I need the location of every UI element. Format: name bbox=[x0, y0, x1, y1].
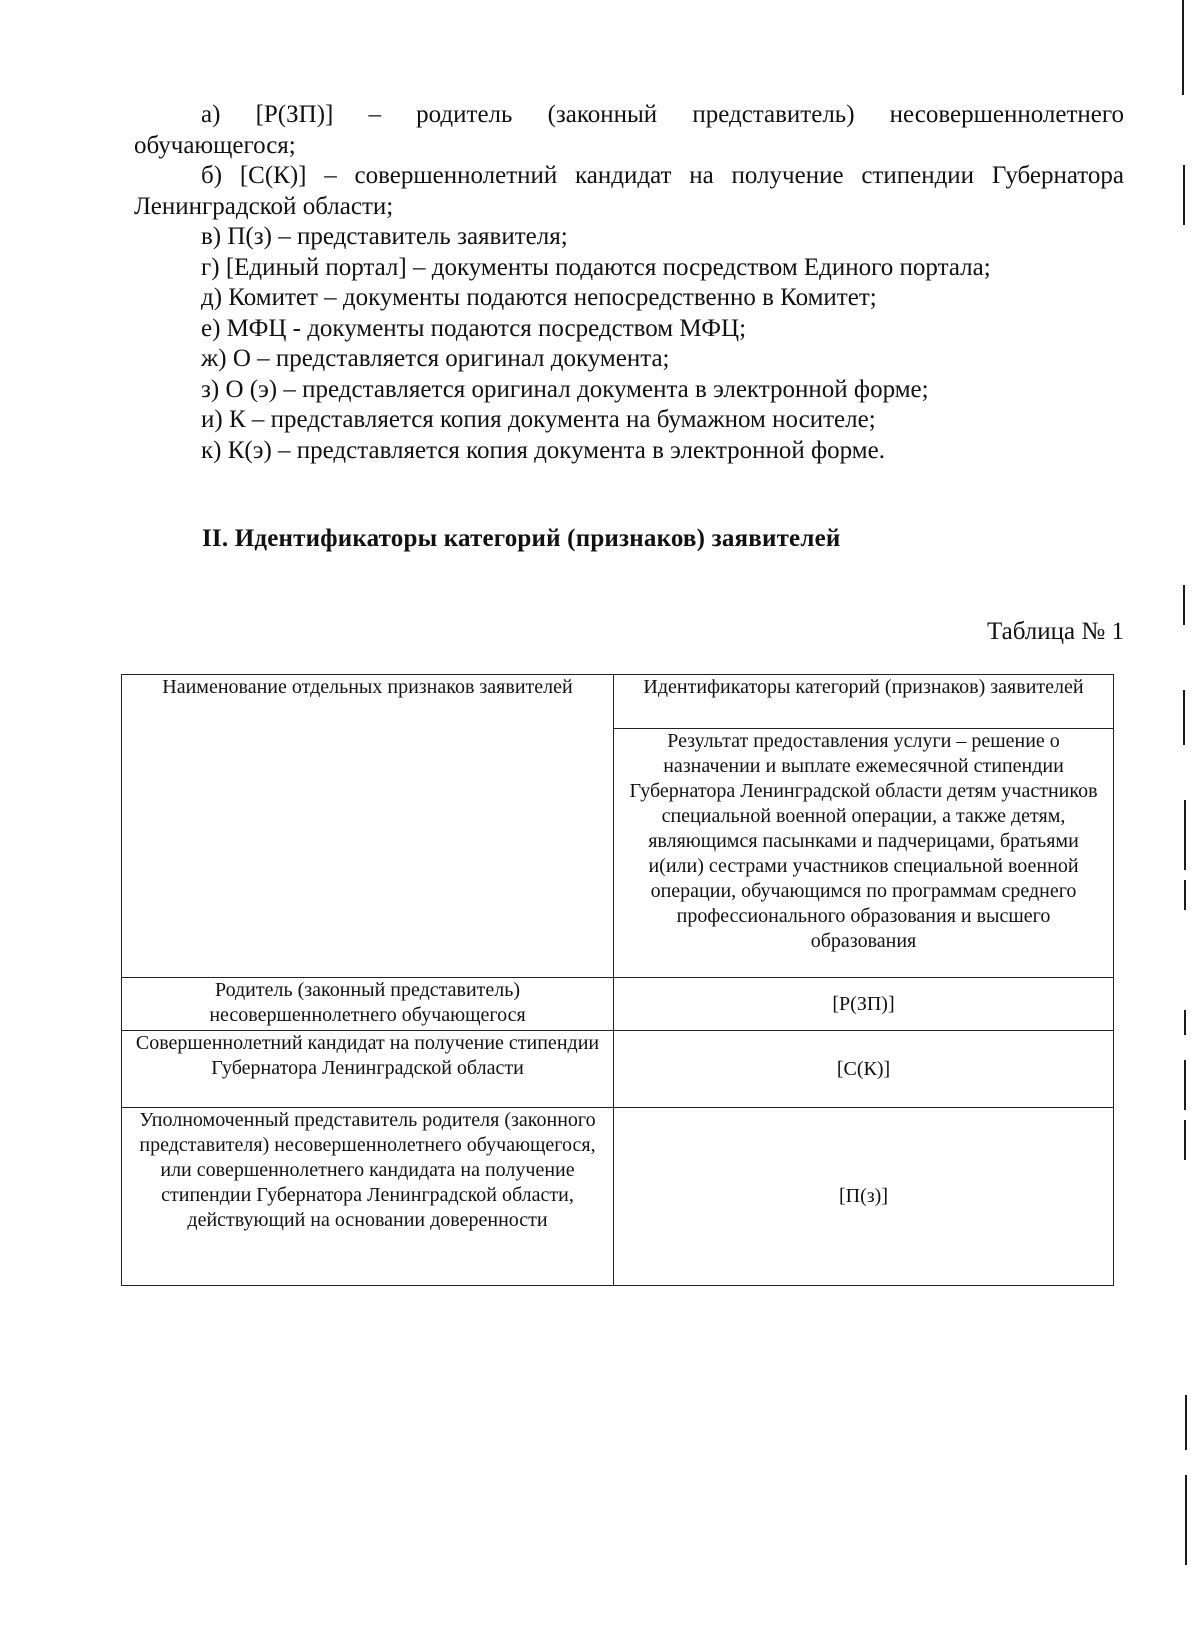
table-header-row bbox=[122, 675, 1114, 729]
applicant-name-cell: Родитель (законный представитель) несовершеннолетнего обучающегося bbox=[122, 978, 614, 1031]
list-item: г) [Единый портал] – документы подаются посредством Единого портала; bbox=[201, 253, 991, 281]
scan-edge-mark bbox=[1185, 1395, 1187, 1450]
col1-header: Наименование отдельных признаков заявителей bbox=[122, 675, 614, 978]
list-item: и) К – представляется копия документа на бумажном носителе; bbox=[201, 406, 876, 433]
scan-edge-mark bbox=[1184, 880, 1186, 910]
list-item: а) [Р(ЗП)] – родитель (законный представитель) несовершеннолетнего обучающегося; bbox=[134, 101, 1124, 159]
table-row bbox=[122, 1108, 1114, 1286]
col2-header: Идентификаторы категорий (признаков) заявителей bbox=[614, 675, 1114, 729]
scan-edge-mark bbox=[1182, 0, 1184, 95]
list-item: к) К(э) – представляется копия документа в электронной форме. bbox=[201, 436, 885, 464]
table-label: Таблица № 1 bbox=[986, 618, 1124, 645]
table-row bbox=[122, 1031, 1114, 1108]
applicant-name-cell: Уполномоченный представитель родителя (законного представителя) несовершеннолетнего обучающегося, или совершеннолетнего кандидата на получение стипендии Губернатора Ленинградской области, действующий на основании доверенности bbox=[122, 1108, 614, 1286]
list-item: е) МФЦ - документы подаются посредством МФЦ; bbox=[201, 314, 747, 342]
scan-edge-mark bbox=[1184, 800, 1186, 870]
scan-edge-mark bbox=[1184, 1060, 1186, 1110]
col2-subheader: Результат предоставления услуги – решение о назначении и выплате ежемесячной стипендии Губернатора Ленинградской области детям участников специальной военной операции, а также детям, являющимся пасынками и падчерицами, братьями и(или) сестрами участников специальной военной операции, обучающимся по программам среднего профессионального образования и высшего образования bbox=[614, 729, 1114, 978]
abbreviation-list bbox=[134, 100, 1124, 466]
applicant-name-cell: Совершеннолетний кандидат на получение стипендии Губернатора Ленинградской области bbox=[122, 1031, 614, 1108]
scan-edge-mark bbox=[1184, 1010, 1186, 1035]
scan-edge-mark bbox=[1184, 1120, 1186, 1160]
identifiers-table bbox=[121, 674, 1114, 1286]
scan-edge-mark bbox=[1185, 1475, 1187, 1565]
scan-edge-mark bbox=[1183, 690, 1185, 745]
identifier-cell: [П(з)] bbox=[614, 1108, 1114, 1286]
scan-edge-mark bbox=[1183, 585, 1185, 625]
identifier-cell: [Р(ЗП)] bbox=[614, 978, 1114, 1031]
identifier-cell: [С(К)] bbox=[614, 1031, 1114, 1108]
scan-edge-mark bbox=[1183, 165, 1185, 225]
list-item: б) [С(К)] – совершеннолетний кандидат на получение стипендии Губернатора Ленинградской области; bbox=[134, 162, 1124, 220]
list-item: з) О (э) – представляется оригинал документа в электронной форме; bbox=[201, 375, 929, 403]
list-item: ж) О – представляется оригинал документа; bbox=[201, 345, 670, 372]
list-item: д) Комитет – документы подаются непосредственно в Комитет; bbox=[201, 284, 877, 311]
list-item: в) П(з) – представитель заявителя; bbox=[201, 223, 568, 250]
section-heading: II. Идентификаторы категорий (признаков) заявителей bbox=[202, 525, 841, 552]
table-row bbox=[122, 978, 1114, 1031]
